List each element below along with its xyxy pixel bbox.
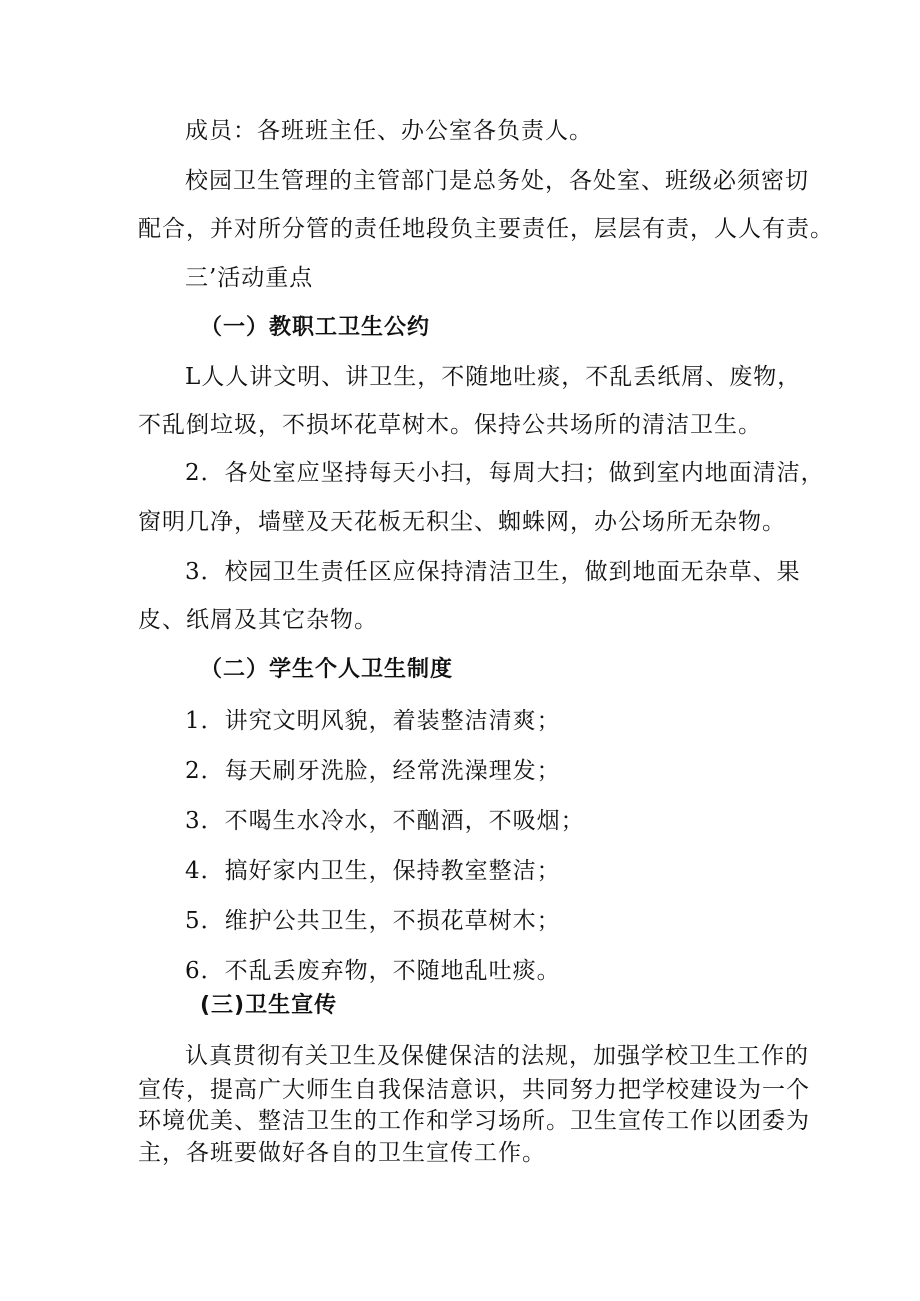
list-item: 2．每天刷牙洗脸，经常洗澡理发；: [185, 758, 561, 784]
list-item: 4．搞好家内卫生，保持教室整洁；: [185, 858, 561, 884]
members-line: 成员：各班班主任、办公室各负责人。: [185, 118, 593, 144]
list-item: 3．校园卫生责任区应保持清洁卫生，做到地面无杂草、果: [185, 559, 801, 585]
paragraph-line: 宣传，提高广大师生自我保洁意识，共同努力把学校建设为一个: [138, 1077, 810, 1103]
list-item: 5．维护公共卫生，不损花草树木；: [185, 908, 561, 934]
list-item: 3．不喝生水冷水，不酗酒，不吸烟；: [185, 808, 585, 834]
list-item-continuation: 窗明几净，墙壁及天花板无积尘、蜘蛛网，办公场所无杂物。: [138, 509, 786, 535]
list-item-continuation: 皮、纸屑及其它杂物。: [138, 607, 378, 633]
paragraph-line: 校园卫生管理的主管部门是总务处，各处室、班级必须密切: [185, 168, 809, 194]
paragraph-line: 认真贯彻有关卫生及保健保洁的法规，加强学校卫生工作的: [185, 1043, 809, 1069]
list-item: 1．讲究文明风貌，着装整洁清爽；: [185, 708, 561, 734]
subsection-heading-staff: （一）教职工卫生公约: [200, 315, 431, 340]
paragraph-line: 环境优美、整洁卫生的工作和学习场所。卫生宣传工作以团委为: [138, 1108, 810, 1134]
list-item-continuation: 不乱倒垃圾，不损坏花草树木。保持公共场所的清洁卫生。: [138, 412, 762, 438]
list-item: 2．各处室应坚持每天小扫，每周大扫；做到室内地面清洁，: [185, 460, 825, 486]
list-item: L人人讲文明、讲卫生，不随地吐痰，不乱丢纸屑、废物，: [185, 364, 802, 390]
paragraph-line: 主，各班要做好各自的卫生宣传工作。: [138, 1140, 546, 1166]
list-item: 6．不乱丢废弃物，不随地乱吐痰。: [185, 958, 561, 984]
subsection-heading-publicity: (三)卫生宣传: [200, 993, 338, 1018]
subsection-heading-students: （二）学生个人卫生制度: [200, 657, 454, 682]
section-title: 三’活动重点: [185, 265, 314, 291]
paragraph-line: 配合，并对所分管的责任地段负主要责任，层层有责，人人有责。: [138, 216, 834, 242]
